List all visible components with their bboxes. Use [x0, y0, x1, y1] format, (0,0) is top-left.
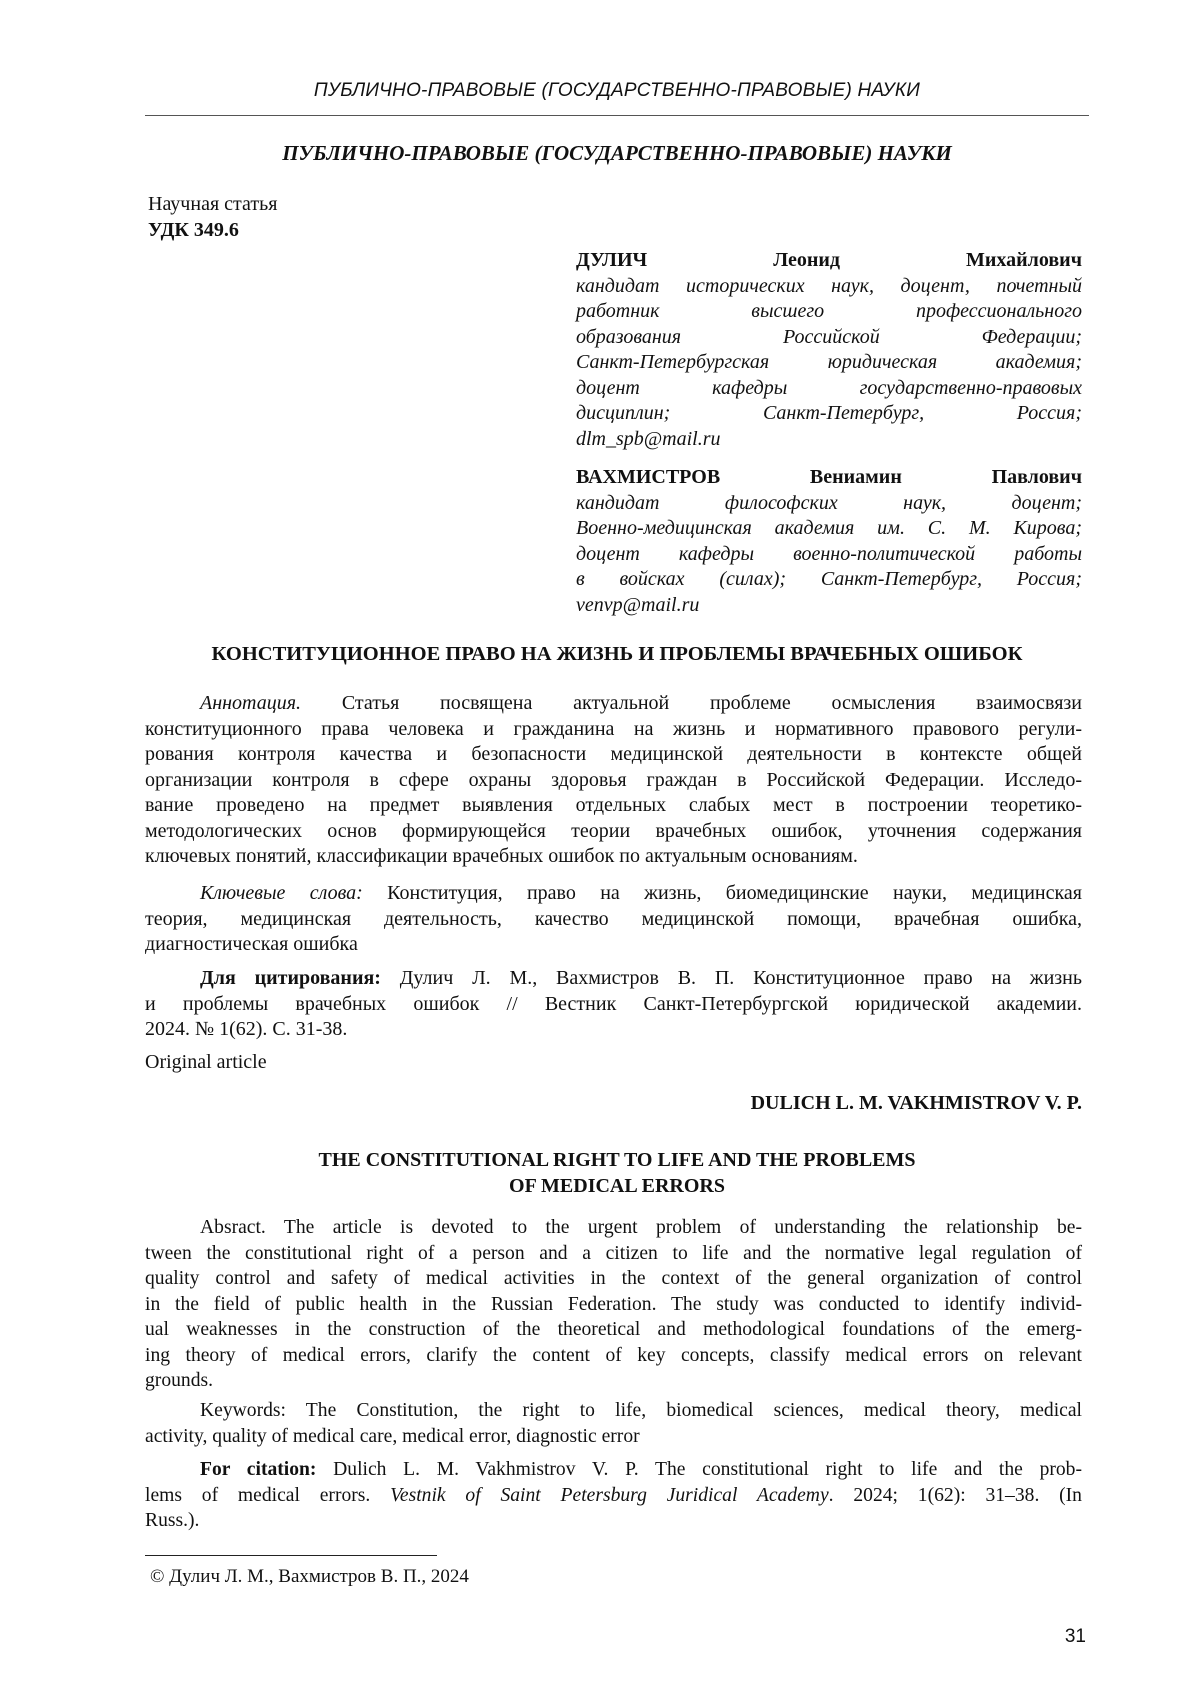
article-type-en: Original article [145, 1051, 267, 1074]
abstract-label: Аннотация. [200, 692, 301, 714]
affiliation-line: Военно-медицинская академия им. С. М. Кирова; [576, 516, 1082, 542]
abstract-en-line: tween the constitutional right of a person and a citizen to life and the normative legal regulation of [145, 1241, 1082, 1267]
abstract-text: Статья посвящена актуальной проблеме осмысления взаимосвязи [342, 692, 1082, 714]
authors-en: DULICH L. M. VAKHMISTROV V. P. [145, 1092, 1082, 1115]
author-first-name: Леонид [773, 248, 840, 274]
affiliation-line: доцент кафедры государственно-правовых [576, 376, 1082, 402]
citation-en-text: lems of medical errors. [145, 1485, 370, 1506]
keywords-line: теория, медицинская деятельность, качество медицинской помощи, врачебная ошибка, [145, 907, 1082, 933]
citation-en-line [145, 1457, 1082, 1483]
citation-ru [145, 966, 1082, 1043]
footnote-divider [145, 1555, 437, 1556]
udc-code: УДК 349.6 [148, 219, 239, 242]
author-patronymic: Павлович [992, 465, 1082, 491]
header-divider [145, 115, 1089, 116]
article-type-ru: Научная статья [148, 193, 277, 216]
journal-name: Vestnik of Saint Petersburg Juridical Academy [390, 1485, 829, 1506]
keywords-label: Ключевые слова: [200, 882, 363, 904]
article-title-en [145, 1147, 1089, 1199]
affiliation-line: кандидат исторических наук, доцент, почетный [576, 274, 1082, 300]
keywords-line: диагностическая ошибка [145, 932, 1082, 958]
journal-page [0, 0, 1200, 1697]
abstract-en-line: grounds. [145, 1368, 1082, 1394]
abstract-line: методологических основ формирующейся теории врачебных ошибок, уточнения содержания [145, 819, 1082, 845]
citation-en-line [145, 1483, 1082, 1509]
keywords-ru [145, 881, 1082, 958]
article-title-ru: КОНСТИТУЦИОННОЕ ПРАВО НА ЖИЗНЬ И ПРОБЛЕМЫ ВРАЧЕБНЫХ ОШИБОК [145, 643, 1089, 666]
author-name [576, 248, 1082, 274]
abstract-line [145, 691, 1082, 717]
author-first-name: Вениамин [810, 465, 902, 491]
citation-label: Для цитирования: [200, 967, 381, 989]
keywords-text: Конституция, право на жизнь, биомедицинские науки, медицинская [387, 882, 1082, 904]
abstract-en-line: ing theory of medical errors, clarify the content of key concepts, classify medical errors on relevant [145, 1343, 1082, 1369]
running-head: ПУБЛИЧНО-ПРАВОВЫЕ (ГОСУДАРСТВЕННО-ПРАВОВЫЕ) НАУКИ [145, 80, 1089, 102]
keywords-en-line: Keywords: The Constitution, the right to life, biomedical sciences, medical theory, medical [145, 1398, 1082, 1424]
abstract-ru [145, 691, 1082, 870]
citation-en [145, 1457, 1082, 1534]
keywords-line [145, 881, 1082, 907]
author-email: venvp@mail.ru [576, 593, 1082, 619]
affiliation-line: кандидат философских наук, доцент; [576, 491, 1082, 517]
section-title: ПУБЛИЧНО-ПРАВОВЫЕ (ГОСУДАРСТВЕННО-ПРАВОВЫЕ) НАУКИ [145, 141, 1089, 166]
author-name [576, 465, 1082, 491]
author-patronymic: Михайлович [966, 248, 1082, 274]
author-block-vakhmistrov [576, 465, 1082, 618]
citation-en-text: . 2024; 1(62): 31–38. (In [829, 1485, 1082, 1506]
author-surname: ВАХМИСТРОВ [576, 465, 720, 491]
author-affiliation [576, 274, 1082, 453]
abstract-line: вание проведено на предмет выявления отдельных слабых мест в построении теоретико- [145, 793, 1082, 819]
citation-en-line: Russ.). [145, 1508, 1082, 1534]
abstract-en-line: in the field of public health in the Russian Federation. The study was conducted to identify individ- [145, 1292, 1082, 1318]
title-en-line: THE CONSTITUTIONAL RIGHT TO LIFE AND THE PROBLEMS [145, 1147, 1089, 1173]
affiliation-line: образования Российской Федерации; [576, 325, 1082, 351]
citation-line: 2024. № 1(62). С. 31-38. [145, 1017, 1082, 1043]
title-en-line: OF MEDICAL ERRORS [145, 1173, 1089, 1199]
affiliation-line: Санкт-Петербургская юридическая академия; [576, 350, 1082, 376]
keywords-en-line: activity, quality of medical care, medical error, diagnostic error [145, 1424, 1082, 1450]
abstract-line: ключевых понятий, классификации врачебных ошибок по актуальным основаниям. [145, 844, 1082, 870]
author-surname: ДУЛИЧ [576, 248, 647, 274]
abstract-line: организации контроля в сфере охраны здоровья граждан в Российской Федерации. Исследо- [145, 768, 1082, 794]
copyright-notice: © Дулич Л. М., Вахмистров В. П., 2024 [150, 1566, 469, 1588]
affiliation-line: доцент кафедры военно-политической работы [576, 542, 1082, 568]
author-block-dulich [576, 248, 1082, 452]
author-affiliation [576, 491, 1082, 619]
abstract-line: рования контроля качества и безопасности медицинской деятельности в контексте общей [145, 742, 1082, 768]
affiliation-line: работник высшего профессионального [576, 299, 1082, 325]
abstract-line: конституционного права человека и гражданина на жизнь и нормативного правового регули- [145, 717, 1082, 743]
author-email: dlm_spb@mail.ru [576, 427, 1082, 453]
abstract-en-line: ual weaknesses in the construction of the theoretical and methodological foundations of the emerg- [145, 1317, 1082, 1343]
citation-line [145, 966, 1082, 992]
abstract-en-line: quality control and safety of medical activities in the context of the general organization of control [145, 1266, 1082, 1292]
abstract-en-line: Absract. The article is devoted to the urgent problem of understanding the relationship be- [145, 1215, 1082, 1241]
citation-line: и проблемы врачебных ошибок // Вестник Санкт-Петербургской юридической академии. [145, 992, 1082, 1018]
citation-text: Дулич Л. М., Вахмистров В. П. Конституционное право на жизнь [400, 967, 1082, 989]
page-number: 31 [1060, 1626, 1086, 1648]
affiliation-line: дисциплин; Санкт-Петербург, Россия; [576, 401, 1082, 427]
keywords-en [145, 1398, 1082, 1449]
affiliation-line: в войсках (силах); Санкт-Петербург, Россия; [576, 567, 1082, 593]
citation-en-label: For citation: [200, 1459, 316, 1480]
citation-en-text: Dulich L. M. Vakhmistrov V. P. The constitutional right to life and the prob- [333, 1459, 1082, 1480]
abstract-en [145, 1215, 1082, 1394]
